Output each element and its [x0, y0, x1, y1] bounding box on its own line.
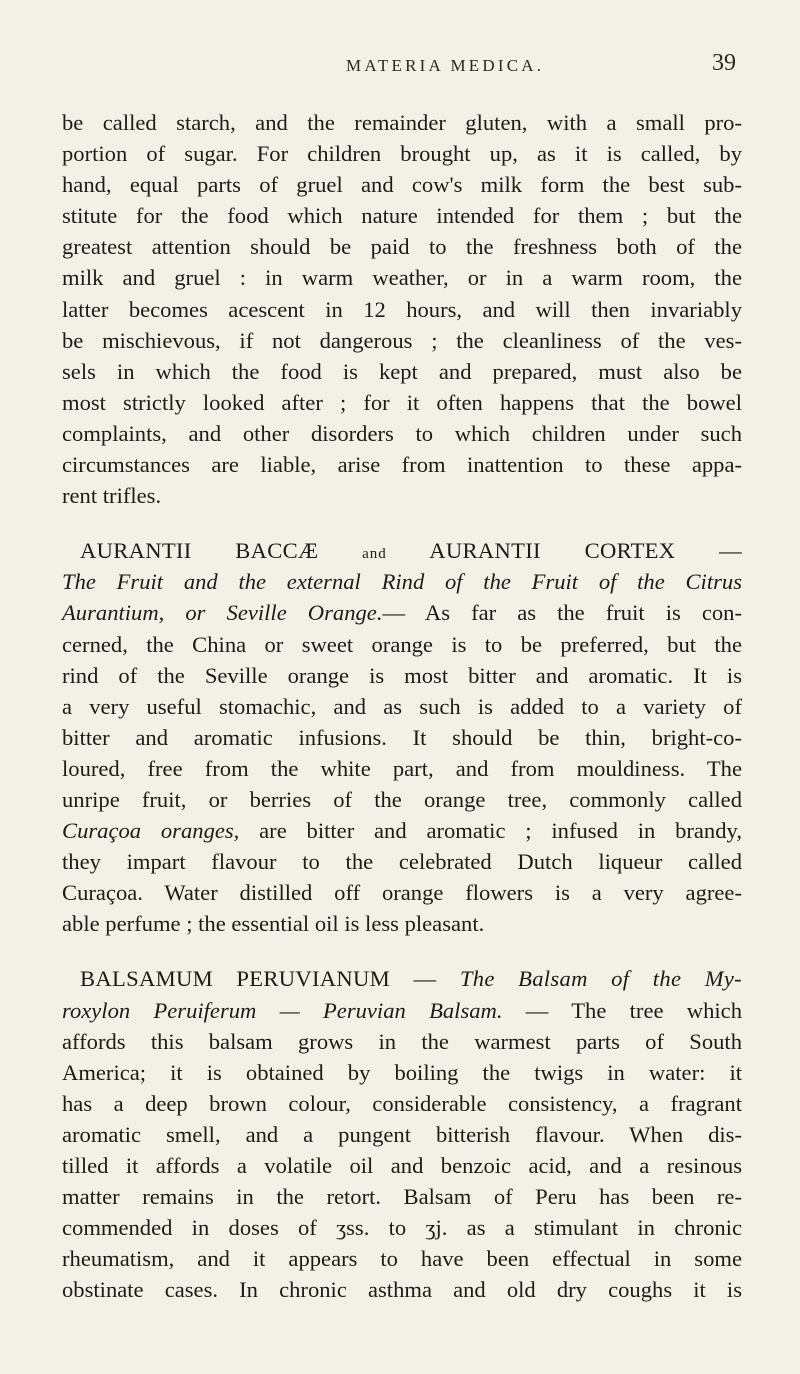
entry-heading: [62, 963, 742, 994]
text-line: they impart flavour to the celebrated Dutch liqueur called: [62, 849, 742, 875]
text-line: rent trifles.: [62, 483, 162, 509]
entry-aurantii: [62, 535, 742, 939]
text-line: hand, equal parts of gruel and cow's milk form the best sub-: [62, 172, 742, 198]
text-line: has a deep brown colour, considerable consistency, a fragrant: [62, 1090, 742, 1116]
text-line: America; it is obtained by boiling the twigs in water: it: [62, 1059, 742, 1085]
text-line: stitute for the food which nature intended for them ; but the: [62, 203, 742, 229]
text-line: circumstances are liable, arise from inattention to these appa-: [62, 452, 742, 478]
text-line: affords this balsam grows in the warmest parts of South: [62, 1028, 742, 1054]
text-line: sels in which the food is kept and prepared, must also be: [62, 358, 742, 384]
entry-balsamum: [62, 963, 742, 1305]
text-line: Curaçoa oranges, are bitter and aromatic ; infused in brandy,: [62, 818, 742, 844]
entry-subtitle: The Balsam of the My-: [436, 966, 742, 992]
entry-title-baccae: AURANTII BACCÆ: [80, 538, 319, 564]
text-line: latter becomes acescent in 12 hours, and will then invariably: [62, 296, 742, 322]
italic-term: Curaçoa oranges,: [62, 818, 240, 844]
entry-subtitle: The Fruit and the external Rind of the Fruit of the Citrus: [62, 569, 742, 595]
text-line: [62, 566, 742, 597]
text-line: cerned, the China or sweet orange is to be preferred, but the: [62, 631, 742, 657]
text-line: rheumatism, and it appears to have been effectual in some: [62, 1246, 742, 1272]
text-line: be mischievous, if not dangerous ; the cleanliness of the ves-: [62, 327, 742, 353]
text-line: loured, free from the white part, and from mouldiness. The: [62, 755, 742, 781]
text-line: matter remains in the retort. Balsam of Peru has been re-: [62, 1184, 742, 1210]
paragraph-infant-food: [62, 107, 742, 511]
entry-subtitle-end: Aurantium, or Seville Orange.: [62, 600, 383, 626]
text-line: unripe fruit, or berries of the orange tree, commonly called: [62, 786, 742, 812]
entry-title-cortex: AURANTII CORTEX —: [429, 538, 742, 564]
text-line: most strictly looked after ; for it often happens that the bowel: [62, 389, 742, 415]
text-line: be called starch, and the remainder gluten, with a small pro-: [62, 110, 742, 135]
text-line: a very useful stomachic, and as such is added to a variety of: [62, 693, 742, 719]
text-line: Curaçoa. Water distilled off orange flowers is a very agree-: [62, 880, 742, 906]
entry-subtitle-end: roxylon Peruiferum — Peruvian Balsam.: [62, 997, 503, 1023]
text-line: bitter and aromatic infusions. It should be thin, bright-co-: [62, 724, 742, 750]
running-title: MATERIA MEDICA.: [346, 56, 545, 75]
text-line: aromatic smell, and a pungent bitterish flavour. When dis-: [62, 1121, 742, 1147]
text-line: greatest attention should be paid to the freshness both of the: [62, 234, 742, 260]
text-line: able perfume ; the essential oil is less pleasant.: [62, 911, 485, 937]
running-head: [0, 50, 800, 80]
text-line: complaints, and other disorders to which children under such: [62, 420, 742, 446]
entry-heading: [62, 535, 742, 566]
entry-title: BALSAMUM PERUVIANUM —: [80, 966, 437, 992]
page-number: 39: [712, 50, 736, 76]
text-line: obstinate cases. In chronic asthma and old dry coughs it is: [62, 1277, 742, 1303]
text-line: milk and gruel : in warm weather, or in a warm room, the: [62, 265, 742, 291]
text-line: portion of sugar. For children brought up, as it is called, by: [62, 141, 742, 167]
text-line: commended in doses of ʒss. to ʒj. as a stimulant in chronic: [62, 1215, 742, 1241]
body-text: [62, 107, 742, 1305]
text-line: roxylon Peruiferum — Peruvian Balsam. — The tree which: [62, 997, 742, 1023]
text-line: Aurantium, or Seville Orange.— As far as the fruit is con-: [62, 600, 743, 626]
text-line: rind of the Seville orange is most bitter and aromatic. It is: [62, 662, 742, 688]
heading-conjunction: and: [362, 546, 387, 563]
text-line: tilled it affords a volatile oil and benzoic acid, and a resinous: [62, 1153, 742, 1178]
